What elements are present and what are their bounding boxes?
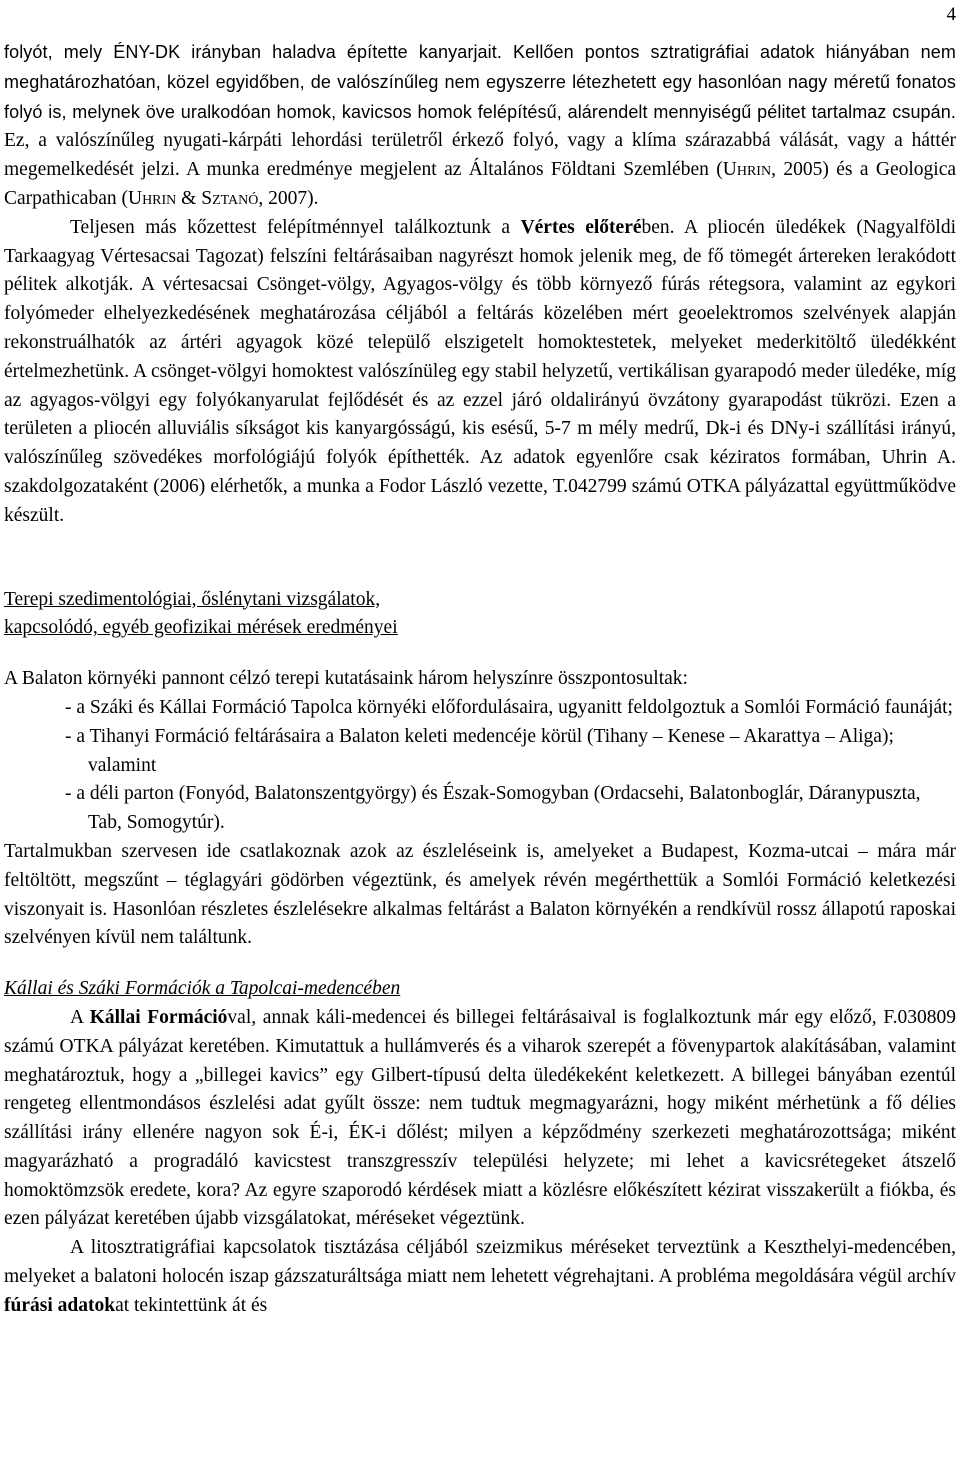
ampersand: & — [176, 187, 202, 209]
paragraph-intro: A Balaton környéki pannont célzó terepi kutatásaink három helyszínre összpontosultak: — [4, 668, 688, 690]
bold-term: fúrási adatok — [4, 1294, 116, 1316]
paragraph-text: Ez, a valószínűleg nyugati-kárpáti lehordási területről érkező folyó, vagy a klíma szárazabbá válását, vagy a háttér megemelkedését jelzi. A munka eredménye megjelent az Általános Földtani Szemlében ( — [4, 130, 956, 181]
paragraph-kallai-formation — [4, 1004, 956, 1234]
paragraph-text: A — [70, 1006, 90, 1028]
author-name: Sztanó — [201, 187, 259, 209]
paragraph-text: , 2007). — [258, 187, 319, 209]
site-list — [4, 694, 956, 838]
document-body — [4, 38, 956, 1321]
paragraph-text: val, annak káli-medencei és billegei feltárásaival is foglalkoztunk már egy előző, F.030809 számú OTKA pályázat keretében. Kimutattuk a hullámverés és a viharok szerepét a fövenypartok alakításában, valamint meghatároztuk, hogy a „billegei kavics” egy Gilbert-típusú delta üledékeként keletkezett. A billegei bányában ezentúl rengeteg ellentmondásos észlelési adat gyűlt össze: nem tudtuk megmagyarázni, hogy miként mérhetünk a fő délies szállítási irány ellenére nagyon sok É-i, ÉK-i dőlést; milyen a képződmény szerkezeti meghatározottsága; miként magyarázható a progradáló kavicstest transzgresszív települési helyzete; mi lehet a kavicsrétegeket átszelő homoktömzsök eredete, kora? Az egyre szaporodó kérdések miatt a közlésre előkészített kézirat visszakerült a fiókba, és ezen pályázat keretében újabb vizsgálatokat, méréseket végeztünk. — [4, 1006, 956, 1230]
section-heading — [4, 586, 956, 644]
paragraph-text: , 2005) és a Geologica Carpathicaban ( — [4, 159, 957, 209]
paragraph-text: A litosztratigráfiai kapcsolatok tisztázása céljából szeizmikus méréseket terveztünk a Keszthelyi-medencében, melyeket a balatoni holocén iszap gázszaturáltsága miatt nem lehetett végrehajtani. A probléma megoldására végül archív — [4, 1237, 956, 1288]
list-item: - a Száki és Kállai Formáció Tapolca környéki előfordulásaira, ugyanitt feldolgoztuk a Somlói Formáció faunáját; — [65, 696, 953, 718]
paragraph-text-sans: folyót, mely ÉNY-DK irányban haladva építette kanyarjait. Kellően pontos sztratigráfiai adatok hiányában nem meghatározhatóan, közel egyidőben, de valószínűleg nem egyszerre létezhetett egy hasonlóan nagy méretű fonatos folyó is, melynek öve uralkodóan homok, kavicsos homok felépítésű, alárendelt mennyiségű pélitet tartalmaz csupán. — [4, 42, 956, 122]
list-item: - a Tihanyi Formáció feltárásaira a Balaton keleti medencéje körül (Tihany – Kenese – Akarattya – Aliga); valamint — [65, 725, 894, 776]
paragraph-fluvial-systems — [4, 38, 956, 214]
paragraph-text: Teljesen más kőzettest felépítménnyel találkoztunk a — [70, 216, 521, 238]
subsection-heading: Kállai és Száki Formációk a Tapolcai-medencében — [4, 978, 401, 1000]
paragraph-lithostratigraphy — [4, 1234, 956, 1320]
page-number: 4 — [946, 4, 956, 25]
bold-term: Vértes előteré — [520, 216, 642, 238]
author-name: Uhrin — [127, 187, 177, 209]
bold-term: Kállai Formáció — [89, 1006, 228, 1028]
section-heading-line: Terepi szedimentológiai, őslénytani vizsgálatok, — [4, 588, 381, 610]
list-item: - a déli parton (Fonyód, Balatonszentgyörgy) és Észak-Somogyban (Ordacsehi, Balatonboglár, Dáranypuszta, Tab, Somogytúr). — [65, 783, 921, 834]
paragraph-text: ben. A pliocén üledékek (Nagyalföldi Tarkaagyag Vértesacsai Tagozat) felszíni feltárásaiban nagyrészt homok jelenik meg, de fő tömegét ártereken lerakódott pélitek alkotják. A vértesacsai Csönget-völgy, Agyagos-völgy és több környező fúrás rétegsora, valamint az egykori folyómeder elhelyezkedésének meghatározása céljából a feltárás közelében mért geoelektromos szelvények alapján rekonstruálhatók az ártéri agyagok közé települő elszigetelt homoktestetek, melyeket mederkitöltő üledékként értelmezhetünk. A csönget-völgyi homoktest valószínüleg egy stabil helyzetű, vertikálisan gyarapodó meder üledéke, míg az agyagos-völgyi egy folyókanyarulat fejlődését és az ezzel járó oldalirányú övzátony gyarapodást tükrözi. Ezen a területen a pliocén alluviális síkságot kis kanyargósságú, kis esésű, 5-7 m mély medrű, Dk-i és DNy-i szállítási irányú, valószínűleg szövedékes morfológiájú folyók építhették. Az adatok egyenlőre csak kéziratos formában, Uhrin A. szakdolgozataként (2006) elérhetők, a munka a Fodor László vezette, T.042799 számú OTKA pályázattal együttműködve készült. — [4, 216, 956, 526]
paragraph-text: at tekintettünk át és — [115, 1294, 268, 1316]
section-heading-line: kapcsolódó, egyéb geofizikai mérések eredményei — [4, 617, 398, 639]
paragraph-vertes-foreland — [4, 214, 956, 531]
paragraph-kozma-utca: Tartalmukban szervesen ide csatlakoznak azok az észleléseink is, amelyeket a Budapest, Kozma-utcai – mára már feltöltött, megszűnt – téglagyári gödörben végeztünk, és amelyek révén megérthettük a Somlói Formáció keletkezési viszonyait is. Hasonlóan részletes észlelésekre alkalmas feltárást a Balaton környékén a rendkívül rossz állapotú raposkai szelvényen kívül nem találtunk. — [4, 840, 956, 949]
author-name: Uhrin — [722, 159, 772, 181]
